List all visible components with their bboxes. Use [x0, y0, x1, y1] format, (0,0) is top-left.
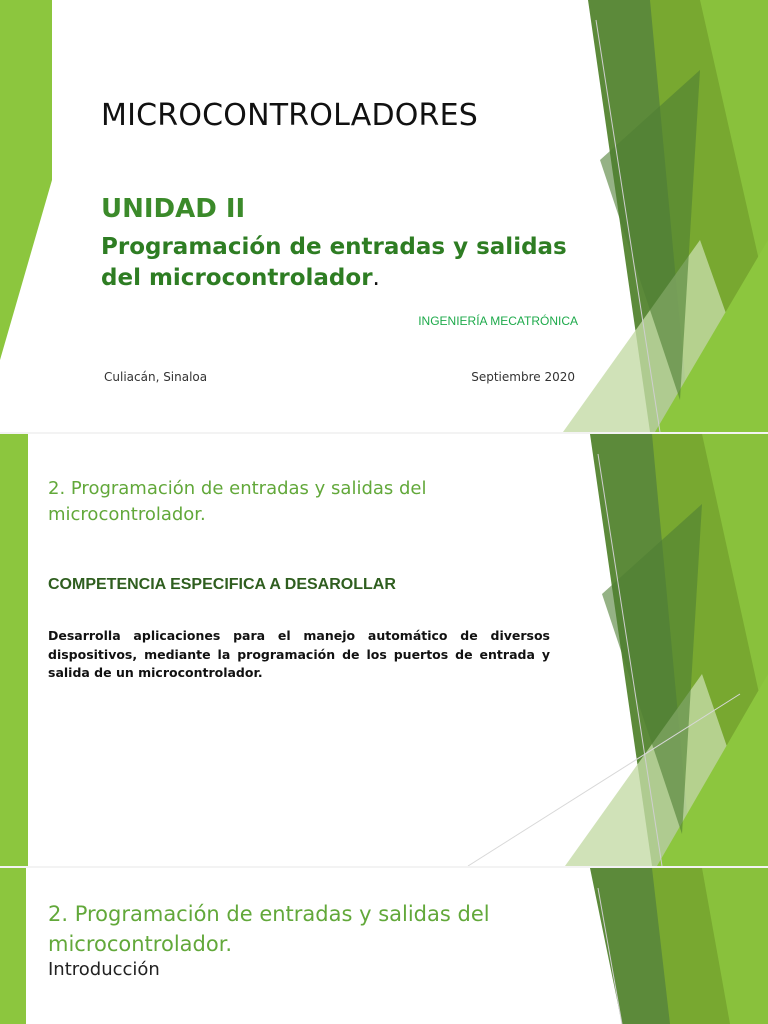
subtitle-period: .: [372, 265, 380, 291]
subtitle-text: Programación de entradas y salidas del microcontrolador: [101, 234, 567, 291]
city-label: Culiacán, Sinaloa: [104, 370, 208, 384]
introduction-label: Introducción: [48, 959, 160, 980]
slide-3: [0, 868, 768, 1024]
competence-text: Desarrolla aplicaciones para el manejo automático de diversos dispositivos, mediante la programación de los puertos de entrada y salida de un microcontrolador.: [48, 628, 550, 680]
career-label: INGENIERÍA MECATRÓNICA: [418, 314, 578, 328]
unit-label: UNIDAD II: [101, 194, 246, 224]
presentation-title: MICROCONTROLADORES: [101, 98, 479, 133]
slide-2: [0, 434, 768, 866]
slide-1: [0, 0, 768, 432]
date-label: Septiembre 2020: [471, 370, 575, 384]
presentation-subtitle: [101, 232, 591, 294]
section-heading: 2. Programación de entradas y salidas del microcontrolador.: [48, 478, 427, 525]
competence-title: COMPETENCIA ESPECIFICA A DESAROLLAR: [48, 576, 396, 593]
section-heading: 2. Programación de entradas y salidas del microcontrolador.: [48, 902, 490, 956]
